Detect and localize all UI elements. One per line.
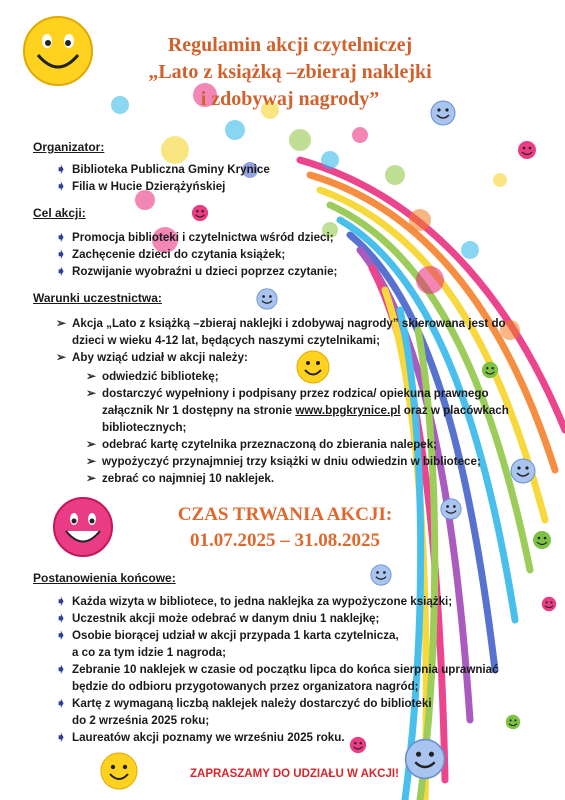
list-item: dzieci w wieku 4-12 lat, będących naszymi czytelnikami;	[72, 334, 381, 347]
list-item: ➢ zebrać co najmniej 10 naklejek.	[86, 471, 275, 485]
triangle-bullet-icon: ➢	[56, 350, 67, 364]
list-item: bibliotecznych;	[102, 421, 187, 434]
list-item: ➧ Filia w Hucie Dzierążyńskiej	[56, 179, 226, 193]
conditions-heading: Warunki uczestnictwa:	[33, 291, 162, 305]
list-item: ➧ Rozwijanie wyobraźni u dzieci poprzez czytanie;	[56, 264, 338, 278]
list-item: ➧ Każda wizyta w bibliotece, to jedna naklejka za wypożyczone książki;	[56, 594, 453, 608]
list-item: ➢ dostarczyć wypełniony i podpisany przez rodzica/ opiekuna prawnego	[86, 386, 489, 400]
goals-heading: Cel akcji:	[33, 206, 86, 220]
list-item: ➧ Laureatów akcji poznamy we wrześniu 2025 roku.	[56, 730, 345, 744]
list-item: ➢ odebrać kartę czytelnika przeznaczoną do zbierania nalepek;	[86, 437, 438, 451]
arrow-bullet-icon: ➧	[56, 264, 67, 278]
triangle-bullet-icon: ➢	[86, 386, 97, 400]
list-item: ➢ Aby wziąć udział w akcji należy:	[56, 350, 248, 364]
arrow-bullet-icon: ➧	[56, 162, 67, 176]
list-item: ➧ Promocja biblioteki i czytelnictwa wśród dzieci;	[56, 230, 334, 244]
conditions-sublist	[86, 368, 509, 487]
triangle-bullet-icon: ➢	[56, 316, 67, 330]
triangle-bullet-icon: ➢	[86, 471, 97, 485]
list-item: ➢ odwiedzić bibliotekę;	[86, 369, 219, 383]
duration-dates: 01.07.2025 – 31.08.2025	[190, 530, 380, 551]
list-item: do 2 września 2025 roku;	[72, 714, 210, 727]
final-list	[56, 593, 499, 746]
triangle-bullet-icon: ➢	[86, 437, 97, 451]
arrow-bullet-icon: ➧	[56, 594, 67, 608]
list-item: ➧ Osobie biorącej udział w akcji przypada 1 karta czytelnicza,	[56, 628, 399, 642]
arrow-bullet-icon: ➧	[56, 247, 67, 261]
triangle-bullet-icon: ➢	[86, 454, 97, 468]
list-item: załącznik Nr 1 dostępny na stronie www.bpgkrynice.pl oraz w placówkach	[102, 404, 509, 417]
list-item: ➢ Akcja „Lato z książką –zbieraj naklejki i zdobywaj nagrody” skierowana jest do	[56, 316, 506, 330]
organizer-heading: Organizator:	[33, 140, 105, 154]
website-link[interactable]: www.bpgkrynice.pl	[295, 404, 401, 417]
final-heading: Postanowienia końcowe:	[33, 571, 176, 585]
duration-heading: CZAS TRWANIA AKCJI:	[177, 504, 393, 525]
arrow-bullet-icon: ➧	[56, 730, 67, 744]
organizer-list	[56, 161, 270, 195]
triangle-bullet-icon: ➢	[86, 369, 97, 383]
duration-block	[150, 502, 420, 554]
list-item: ➧ Zachęcenie dzieci do czytania książek;	[56, 247, 286, 261]
list-item: ➧ Zebranie 10 naklejek w czasie od początku lipca do końca sierpnia uprawniać	[56, 662, 499, 676]
list-item: będzie do odbioru przygotowanych przez organizatora nagród;	[72, 680, 419, 693]
arrow-bullet-icon: ➧	[56, 696, 67, 710]
list-item: ➧ Biblioteka Publiczna Gminy Krynice	[56, 162, 270, 176]
arrow-bullet-icon: ➧	[56, 179, 67, 193]
list-item: ➢ wypożyczyć przynajmniej trzy książki w dniu odwiedzin w bibliotece;	[86, 454, 481, 468]
footer-invitation: ZAPRASZAMY DO UDZIAŁU W AKCJI!	[190, 768, 399, 780]
conditions-list	[56, 315, 506, 366]
goals-list	[56, 229, 337, 280]
page-title: Regulamin akcji czytelniczej „Lato z książką –zbieraj naklejki i zdobywaj nagrody”	[148, 34, 432, 110]
list-item: ➧ Uczestnik akcji może odebrać w danym dniu 1 naklejkę;	[56, 611, 380, 625]
arrow-bullet-icon: ➧	[56, 628, 67, 642]
list-item: ➧ Kartę z wymaganą liczbą naklejek należy dostarczyć do biblioteki	[56, 696, 432, 710]
arrow-bullet-icon: ➧	[56, 611, 67, 625]
arrow-bullet-icon: ➧	[56, 230, 67, 244]
arrow-bullet-icon: ➧	[56, 662, 67, 676]
list-item: a co za tym idzie 1 nagroda;	[72, 646, 226, 659]
